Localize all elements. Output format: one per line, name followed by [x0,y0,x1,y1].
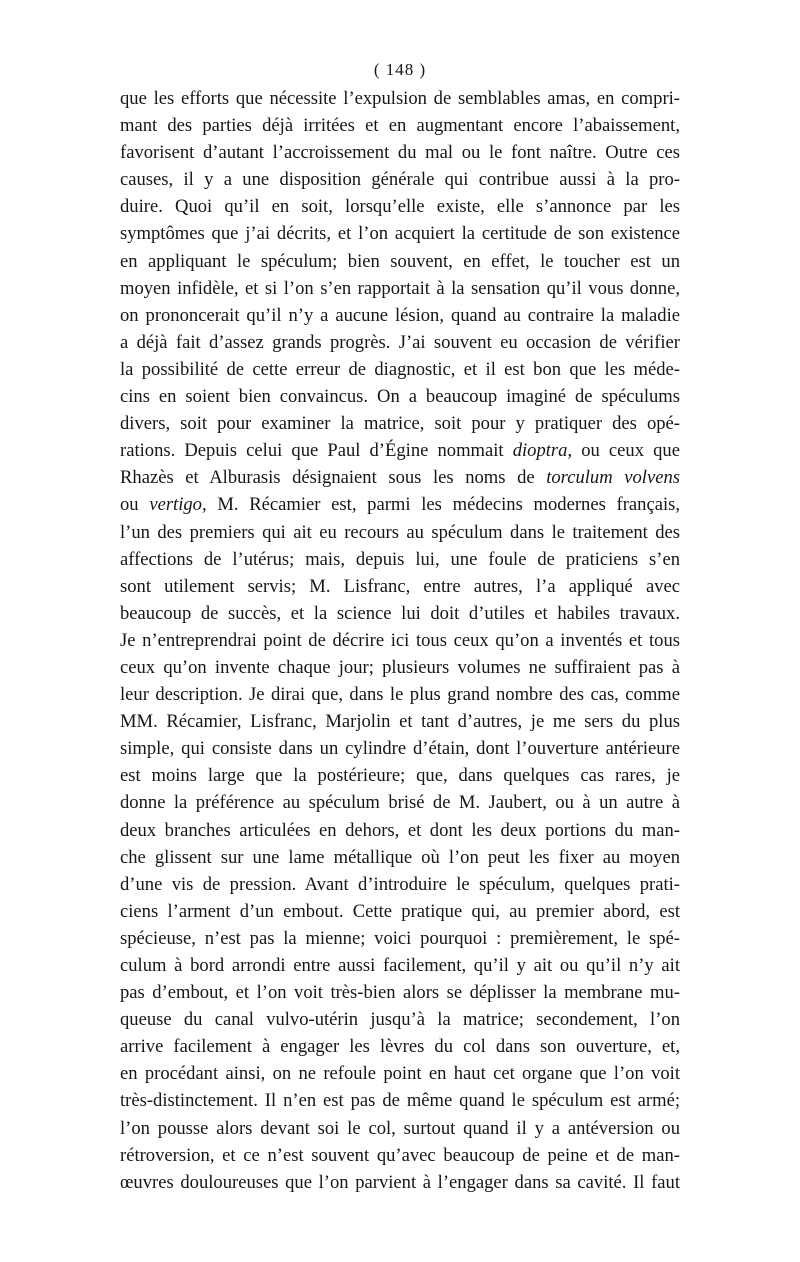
text-line [120,952,680,979]
text-line [120,546,680,573]
text-segment: moyen infidèle, et si l’on s’en rapportait à la sensation qu’il vous donne, [120,277,680,299]
text-segment: pas d’embout, et l’on voit très-bien alors se déplisser la membrane mu- [120,982,680,1004]
text-line [120,844,680,871]
text-segment: a déjà fait d’assez grands progrès. J’ai souvent eu occasion de vérifier [120,331,680,353]
text-segment: d’une vis de pression. Avant d’introduire le spéculum, quelques prati- [120,873,680,895]
text-segment: donne la préférence au spéculum brisé de M. Jaubert, ou à un autre à [120,792,680,814]
text-line [120,1142,680,1169]
text-line [120,112,680,139]
text-line [120,871,680,898]
text-segment: œuvres douloureuses que l’on parvient à l’engager dans sa cavité. Il faut [120,1171,680,1193]
text-line [120,1169,680,1196]
text-line [120,329,680,356]
text-line [120,139,680,166]
text-line [120,1087,680,1114]
text-segment: l’on pousse alors devant soi le col, surtout quand il y a antéversion ou [120,1117,680,1139]
text-line [120,410,680,437]
page-number: ( 148 ) [373,60,427,79]
text-segment: mant des parties déjà irritées et en augmentant encore l’abaissement, [120,115,680,137]
text-segment: en procédant ainsi, on ne refoule point en haut cet organe que l’on voit [120,1063,680,1085]
text-segment: rations. Depuis celui que Paul d’Égine nommait [120,440,513,462]
text-segment: , ou ceux que [567,440,680,462]
text-segment: l’un des premiers qui ait eu recours au spéculum dans le traitement des [120,521,680,543]
text-line [120,600,680,627]
body-text [120,85,680,1196]
text-segment: Je n’entreprendrai point de décrire ici tous ceux qu’on a inventés et tous [120,629,680,651]
text-line [120,275,680,302]
text-line [120,573,680,600]
text-segment: , M. Récamier est, parmi les médecins modernes français, [201,494,680,516]
italic-term: torculum volvens [546,467,680,489]
text-segment: cins en soient bien convaincus. On a beaucoup imaginé de spéculums [120,386,680,408]
text-segment: que les efforts que nécessite l’expulsion de semblables amas, en compri- [120,88,680,109]
text-line [120,762,680,789]
text-line [120,302,680,329]
text-segment: simple, qui consiste dans un cylindre d’étain, dont l’ouverture antérieure [120,738,680,760]
text-segment: duire. Quoi qu’il en soit, lorsqu’elle existe, elle s’annonce par les [120,196,680,218]
text-segment: en appliquant le spéculum; bien souvent, en effet, le toucher est un [120,250,680,272]
text-segment: est moins large que la postérieure; que, dans quelques cas rares, je [120,765,680,787]
text-segment: arrive facilement à engager les lèvres du col dans son ouverture, et, [120,1036,680,1058]
text-line [120,681,680,708]
text-line [120,383,680,410]
text-segment: che glissent sur une lame métallique où l’on peut les fixer au moyen [120,846,680,868]
text-line [120,220,680,247]
text-segment: rétroversion, et ce n’est souvent qu’avec beaucoup de peine et de man- [120,1144,680,1166]
text-line [120,519,680,546]
text-segment: sont utilement servis; M. Lisfranc, entre autres, l’a appliqué avec [120,575,680,597]
text-line [120,654,680,681]
text-line [120,1006,680,1033]
text-line [120,356,680,383]
text-line [120,85,680,112]
text-segment: queuse du canal vulvo-utérin jusqu’à la matrice; secondement, l’on [120,1009,680,1031]
text-segment: divers, soit pour examiner la matrice, soit pour y pratiquer des opé- [120,413,680,435]
text-segment: affections de l’utérus; mais, depuis lui, une foule de praticiens s’en [120,548,680,570]
text-line [120,627,680,654]
text-segment: leur description. Je dirai que, dans le plus grand nombre des cas, comme [120,684,680,706]
text-line [120,735,680,762]
text-line [120,166,680,193]
text-line [120,437,680,464]
text-line [120,1060,680,1087]
text-line [120,1033,680,1060]
text-line [120,979,680,1006]
text-segment: causes, il y a une disposition générale qui contribue aussi à la pro- [120,169,680,191]
text-line [120,789,680,816]
text-segment: symptômes que j’ai décrits, et l’on acquiert la certitude de son existence [120,223,680,245]
text-line [120,817,680,844]
text-segment: la possibilité de cette erreur de diagnostic, et il est bon que les méde- [120,358,680,380]
text-segment: favorisent d’autant l’accroissement du mal ou le font naître. Outre ces [120,142,680,164]
text-segment: culum à bord arrondi entre aussi facilement, qu’il y ait ou qu’il n’y ait [120,955,680,976]
text-line [120,464,680,491]
text-segment: Rhazès et Alburasis désignaient sous les noms de [120,467,547,489]
text-segment: on prononcerait qu’il n’y a aucune lésion, quand au contraire la maladie [120,304,680,326]
text-segment: MM. Récamier, Lisfranc, Marjolin et tant d’autres, je me sers du plus [120,711,680,733]
text-line [120,708,680,735]
text-segment: deux branches articulées en dehors, et dont les deux portions du man- [120,819,680,841]
text-segment: spécieuse, n’est pas la mienne; voici pourquoi : premièrement, le spé- [120,927,680,949]
text-line [120,925,680,952]
text-line [120,193,680,220]
text-line [120,898,680,925]
text-segment: ceux qu’on invente chaque jour; plusieurs volumes ne suffiraient pas à [120,656,680,678]
italic-term: vertigo [149,494,202,516]
text-segment: très-distinctement. Il n’en est pas de même quand le spéculum est armé; [120,1090,680,1112]
text-line [120,1115,680,1142]
text-line [120,491,680,518]
italic-term: dioptra [512,440,568,462]
text-segment: beaucoup de succès, et la science lui doit d’utiles et habiles travaux. [120,602,680,624]
text-line [120,248,680,275]
text-segment: ou [120,494,150,516]
text-segment: ciens l’arment d’un embout. Cette pratique qui, au premier abord, est [120,900,680,922]
